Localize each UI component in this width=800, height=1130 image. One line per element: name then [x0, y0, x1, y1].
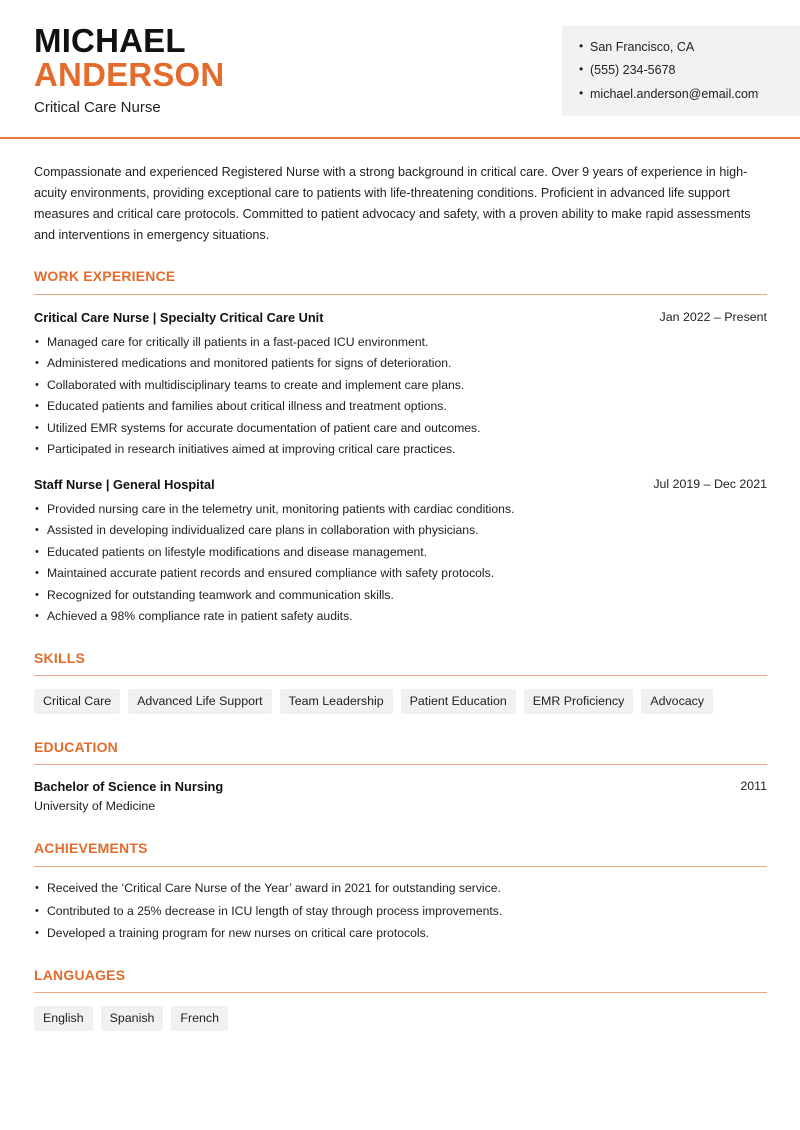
job-title-line: Staff Nurse | General Hospital	[34, 477, 215, 492]
education-year: 2011	[740, 779, 767, 793]
professional-summary: Compassionate and experienced Registered Nurse with a strong background in critical care. Over 9 years of experience in high-acuity environments, providing exceptional care to patients with life-threatening conditions. Proficient in advanced life support measures and critical care protocols. Committed to patient advocacy and safety, with a proven ability to make rapid assessments and interventions in emergency situations.	[34, 165, 751, 242]
list-item: • Recognized for outstanding teamwork and communication skills.	[34, 585, 767, 606]
section-divider	[34, 764, 767, 765]
list-item: • Collaborated with multidisciplinary teams to create and implement care plans.	[34, 375, 767, 396]
skills-list	[34, 689, 713, 714]
section-divider	[34, 294, 767, 295]
section-divider	[34, 866, 767, 867]
language-tag: French	[171, 1006, 228, 1031]
job-header	[34, 310, 767, 325]
section-title-achievements: ACHIEVEMENTS	[34, 840, 148, 856]
list-item: • Administered medications and monitored patients for signs of deterioration.	[34, 353, 767, 374]
list-item: • Participated in research initiatives aimed at improving critical care practices.	[34, 439, 767, 460]
skill-tag: Team Leadership	[280, 689, 393, 714]
contact-location: • San Francisco, CA	[579, 40, 694, 54]
job-bullets	[34, 332, 767, 460]
skill-tag: Critical Care	[34, 689, 120, 714]
candidate-name	[34, 24, 224, 92]
job-dates: Jul 2019 – Dec 2021	[653, 477, 767, 491]
job-title-line: Critical Care Nurse | Specialty Critical Care Unit	[34, 310, 324, 325]
language-tag: English	[34, 1006, 93, 1031]
list-item: • Provided nursing care in the telemetry unit, monitoring patients with cardiac conditions.	[34, 499, 767, 520]
languages-list	[34, 1006, 228, 1031]
list-item: • Educated patients on lifestyle modifications and disease management.	[34, 542, 767, 563]
list-item: • Contributed to a 25% decrease in ICU length of stay through process improvements.	[34, 900, 767, 923]
contact-box	[562, 26, 800, 116]
last-name: ANDERSON	[34, 56, 225, 93]
section-title-experience: WORK EXPERIENCE	[34, 268, 176, 284]
resume-header	[0, 0, 800, 139]
list-item: • Managed care for critically ill patients in a fast-paced ICU environment.	[34, 332, 767, 353]
job-dates: Jan 2022 – Present	[659, 310, 767, 324]
section-divider	[34, 675, 767, 676]
language-tag: Spanish	[101, 1006, 164, 1031]
skill-tag: Advocacy	[641, 689, 713, 714]
skill-tag: Advanced Life Support	[128, 689, 271, 714]
section-title-skills: SKILLS	[34, 650, 85, 666]
list-item: • Received the ‘Critical Care Nurse of the Year’ award in 2021 for outstanding service.	[34, 877, 767, 900]
job-header	[34, 477, 767, 492]
list-item: • Achieved a 98% compliance rate in patient safety audits.	[34, 606, 767, 627]
skill-tag: Patient Education	[401, 689, 516, 714]
first-name: MICHAEL	[34, 22, 186, 59]
section-divider	[34, 992, 767, 993]
list-item: • Assisted in developing individualized care plans in collaboration with physicians.	[34, 520, 767, 541]
list-item: • Educated patients and families about critical illness and treatment options.	[34, 396, 767, 417]
contact-phone: • (555) 234-5678	[579, 63, 675, 77]
education-degree: Bachelor of Science in Nursing	[34, 779, 224, 794]
skill-tag: EMR Proficiency	[524, 689, 634, 714]
list-item: • Developed a training program for new nurses on critical care protocols.	[34, 922, 767, 945]
achievements-list	[34, 877, 767, 945]
list-item: • Maintained accurate patient records and ensured compliance with safety protocols.	[34, 563, 767, 584]
job-title: Critical Care Nurse	[34, 99, 161, 116]
contact-email: • michael.anderson@email.com	[579, 87, 758, 101]
section-title-education: EDUCATION	[34, 739, 118, 755]
job-bullets	[34, 499, 767, 627]
section-title-languages: LANGUAGES	[34, 967, 126, 983]
list-item: • Utilized EMR systems for accurate documentation of patient care and outcomes.	[34, 418, 767, 439]
education-school: University of Medicine	[34, 799, 156, 813]
